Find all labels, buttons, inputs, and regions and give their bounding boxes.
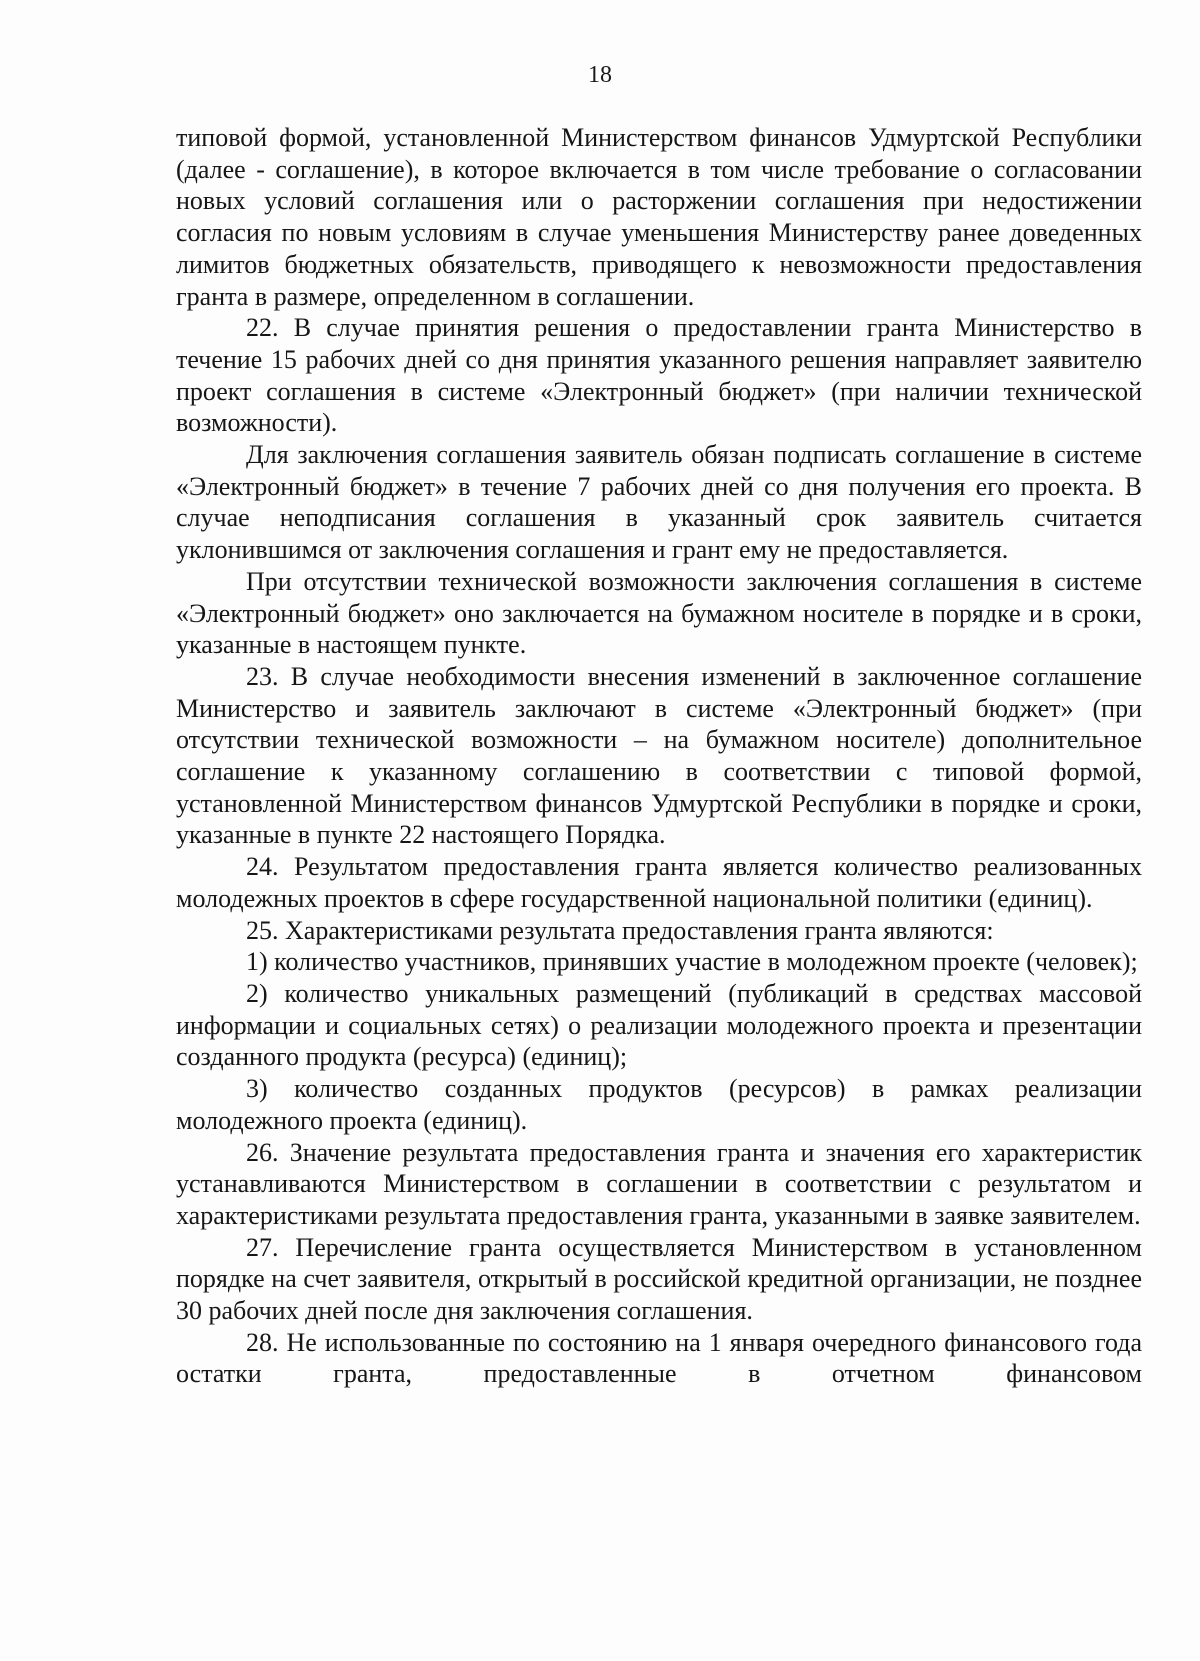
paragraph-item-23: 23. В случае необходимости внесения изменений в заключенное соглашение Министерство и заявитель заключают в системе «Электронный бюджет» (при отсутствии технической возможности – на бумажном носителе) дополнительное соглашение к указанному соглашению в соответствии с типовой формой, установленной Министерством финансов Удмуртской Республики в порядке и сроки, указанные в пункте 22 настоящего Порядка. bbox=[176, 661, 1142, 850]
paragraph-item-24: 24. Результатом предоставления гранта является количество реализованных молодежных проектов в сфере государственной национальной политики (единиц). bbox=[176, 852, 1142, 913]
paragraph-paper-carrier: При отсутствии технической возможности заключения соглашения в системе «Электронный бюджет» оно заключается на бумажном носителе в порядке и в сроки, указанные в настоящем пункте. bbox=[176, 566, 1142, 660]
paragraph-continuation: типовой формой, установленной Министерством финансов Удмуртской Республики (далее - соглашение), в которое включается в том числе требование о согласовании новых условий соглашения или о расторжении соглашения при недостижении согласия по новым условиям в случае уменьшения Министерству ранее доведенных лимитов бюджетных обязательств, приводящего к невозможности предоставления гранта в размере, определенном в соглашении. bbox=[176, 123, 1142, 311]
paragraph-signing: Для заключения соглашения заявитель обязан подписать соглашение в системе «Электронный бюджет» в течение 7 рабочих дней со дня получения его проекта. В случае неподписания соглашения в указанный срок заявитель считается уклонившимся от заключения соглашения и грант ему не предоставляется. bbox=[176, 440, 1142, 565]
list-item-1: 1) количество участников, принявших участие в молодежном проекте (человек); bbox=[246, 947, 1138, 977]
paragraph-item-26: 26. Значение результата предоставления гранта и значения его характеристик устанавливаются Министерством в соглашении в соответствии с результатом и характеристиками результата предоставления гранта, указанными в заявке заявителем. bbox=[176, 1137, 1142, 1230]
page-number: 18 bbox=[588, 62, 612, 88]
paragraph-item-28: 28. Не использованные по состоянию на 1 января очередного финансового года остатки гранта, предоставленные в отчетном финансовом bbox=[176, 1327, 1142, 1389]
document-body bbox=[176, 122, 1142, 1390]
paragraph-item-25: 25. Характеристиками результата предоставления гранта являются: bbox=[246, 915, 994, 945]
list-item-3: 3) количество созданных продуктов (ресурсов) в рамках реализации молодежного проекта (единиц). bbox=[176, 1074, 1142, 1135]
paragraph-item-22: 22. В случае принятия решения о предоставлении гранта Министерство в течение 15 рабочих дней со дня принятия указанного решения направляет заявителю проект соглашения в системе «Электронный бюджет» (при наличии технической возможности). bbox=[176, 313, 1142, 438]
list-item-2: 2) количество уникальных размещений (публикаций в средствах массовой информации и социальных сетях) о реализации молодежного проекта и презентации созданного продукта (ресурса) (единиц); bbox=[176, 978, 1142, 1072]
paragraph-item-27: 27. Перечисление гранта осуществляется Министерством в установленном порядке на счет заявителя, открытый в российской кредитной организации, не позднее 30 рабочих дней после дня заключения соглашения. bbox=[176, 1232, 1142, 1326]
